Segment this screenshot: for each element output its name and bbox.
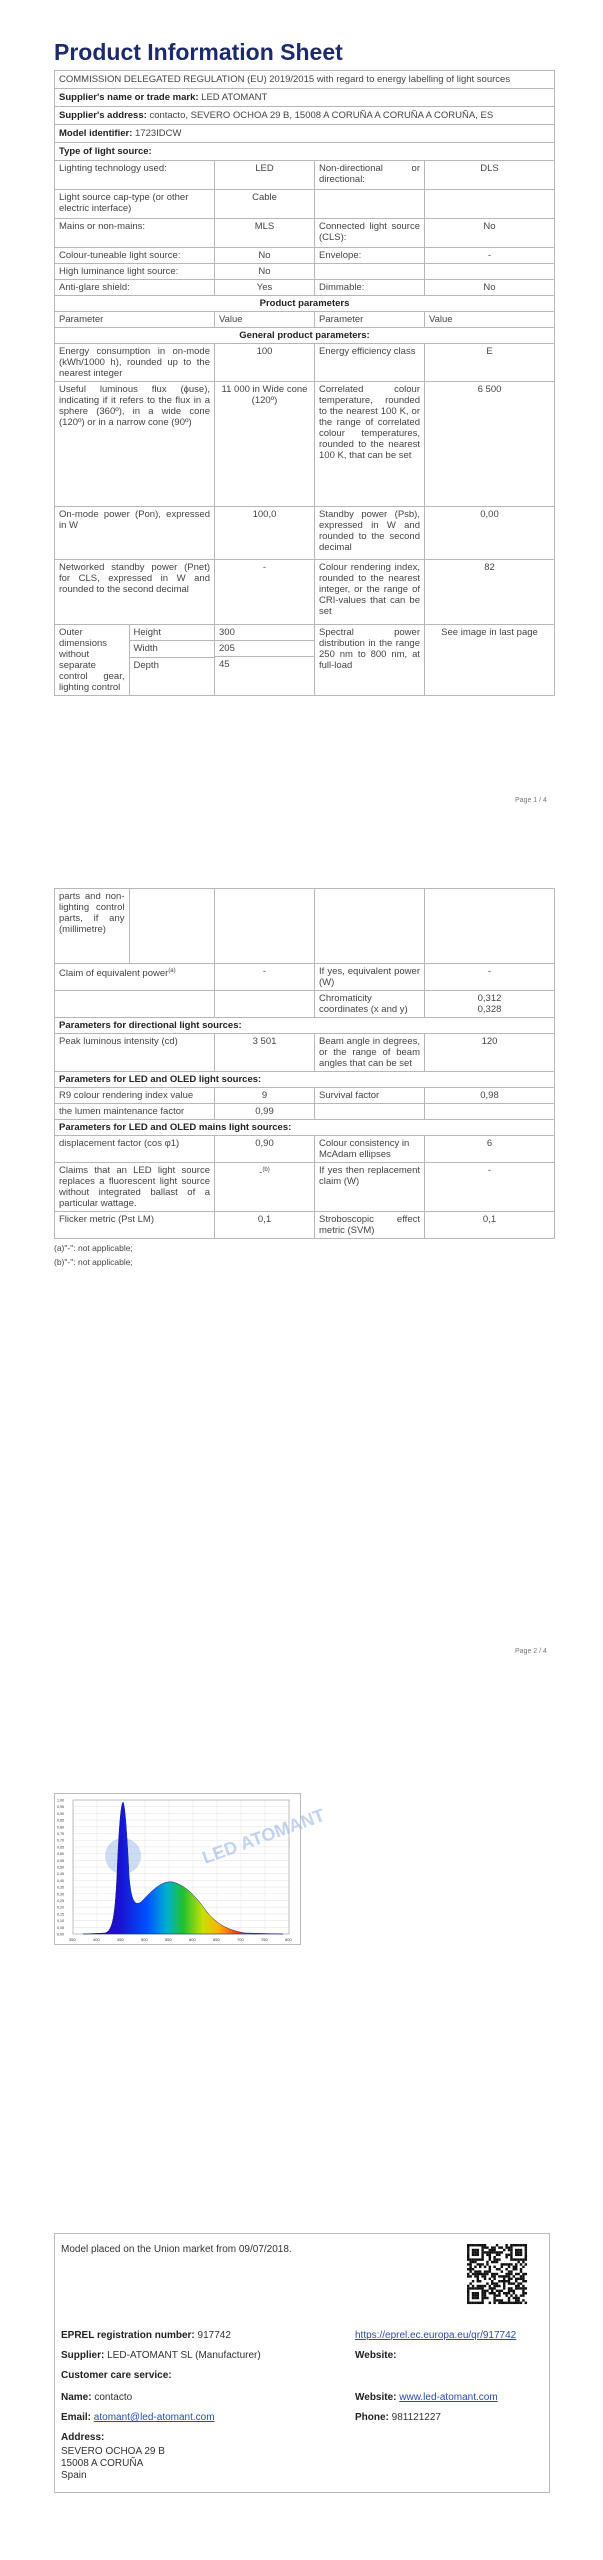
type-cell: Connected light source (CLS): [315,219,425,248]
website-link[interactable]: www.led-atomant.com [399,2392,498,2403]
networked-label: Networked standby power (Pnet) for CLS, expressed in W and rounded to the second decimal [55,560,215,625]
x-tick-label: 700 [237,1937,244,1942]
peak-label: Peak luminous intensity (cd) [55,1034,215,1072]
type-label: Type of light source: [55,143,555,161]
x-tick-label: 500 [141,1937,148,1942]
flicker-label: Flicker metric (Pst LM) [55,1212,215,1239]
header-table [54,70,555,696]
chromaticity-label: Chromaticity coordinates (x and y) [315,991,425,1018]
y-tick-label: 0,45 [57,1872,64,1877]
cri-value: 82 [425,560,555,625]
r9-label: R9 colour rendering index value [55,1088,215,1104]
phone-label: Phone: [355,2412,389,2423]
name-value: contacto [94,2392,133,2403]
consistency-value: 6 [425,1136,555,1163]
note-ref: (a) [168,968,176,974]
website2-label: Website: [355,2392,397,2403]
website-label: Website: [355,2350,397,2361]
displacement-label: displacement factor (cos φ1) [55,1136,215,1163]
address-line: SEVERO OCHOA 29 B [61,2446,165,2457]
col-header: Parameter [315,312,425,328]
y-axis-ticks [57,1799,64,1937]
type-cell: LED [215,161,315,190]
type-cell: Lighting technology used: [55,161,215,190]
efficiency-value: E [425,344,555,382]
depth-value: 45 [219,659,230,670]
equiv-value: - [215,964,315,991]
page-title: Product Information Sheet [54,39,343,65]
y-tick-label: 0,10 [57,1919,64,1924]
y-tick-label: 0,60 [57,1852,64,1857]
address-label: Address: [61,2432,105,2443]
note-ref: (b) [262,1167,270,1173]
height-label: Height [129,625,214,641]
email-link[interactable]: atomant@led-atomant.com [93,2412,215,2423]
type-cell: Light source cap-type (or other electric interface) [55,190,215,219]
type-cell: Yes [215,280,315,296]
col-header: Value [425,312,555,328]
y-tick-label: 0,00 [57,1932,64,1937]
email-label: Email: [61,2412,92,2423]
x-tick-label: 800 [285,1937,292,1942]
beam-value: 120 [425,1034,555,1072]
networked-value: - [215,560,315,625]
mains-label: Parameters for LED and OLED mains light sources: [55,1120,555,1136]
watermark-text: LED ATOMANT [199,1804,328,1868]
type-cell: No [215,264,315,280]
flux-value: 11 000 in Wide cone (120º) [215,382,315,507]
type-cell: No [425,280,555,296]
lumen-value: 0,99 [215,1104,315,1120]
peak-value: 3 501 [215,1034,315,1072]
supplier-name-label: Supplier's name or trade mark: [59,92,199,103]
x-tick-label: 450 [117,1937,124,1942]
product-params-label: Product parameters [55,296,555,312]
y-tick-label: 0,35 [57,1885,64,1890]
energy-value: 100 [215,344,315,382]
replacement-value: - [425,1163,555,1212]
type-cell: Envelope: [315,248,425,264]
spd-value: See image in last page [425,625,555,696]
displacement-value: 0,90 [215,1136,315,1163]
claims-label: Claims that an LED light source replaces a fluorescent light source without integrated ballast of a particular wattage. [55,1163,215,1212]
ifyes-value: - [425,964,555,991]
footnote: (b)"-": not applicable; [54,1257,133,1267]
y-tick-label: 0,65 [57,1845,64,1850]
phone-value: 981121227 [391,2412,441,2423]
type-cell: Mains or non-mains: [55,219,215,248]
x-axis-ticks [69,1937,292,1942]
y-tick-label: 0,50 [57,1865,64,1870]
cct-label: Correlated colour temperature, rounded to the nearest 100 K, or the range of correlated colour temperatures, rounded to the nearest 100 K, that can be set [315,382,425,507]
eprel-value: 917742 [197,2330,231,2341]
onmode-value: 100,0 [215,507,315,560]
lumen-label: the lumen maintenance factor [55,1104,215,1120]
replacement-label: If yes then replacement claim (W) [315,1163,425,1212]
type-cell: Dimmable: [315,280,425,296]
chromaticity-y: 0,328 [477,1004,502,1015]
supplier-name-value: LED ATOMANT [201,92,268,103]
spectrum-svg [55,1794,328,1944]
outer-dims-label: Outer dimensions without separate control gear, lighting control [55,625,129,695]
cct-value: 6 500 [425,382,555,507]
params-table-cont [54,888,555,1239]
standby-label: Standby power (Psb), expressed in W and rounded to the second decimal [315,507,425,560]
x-tick-label: 600 [189,1937,196,1942]
strobo-label: Stroboscopic effect metric (SVM) [315,1212,425,1239]
y-tick-label: 0,40 [57,1878,64,1883]
qr-code-icon [467,2244,527,2304]
market-date: Model placed on the Union market from 09/07/2018. [61,2244,292,2255]
regulation-text: COMMISSION DELEGATED REGULATION (EU) 2019/2015 with regard to energy labelling of light sources [55,71,555,89]
type-cell: High luminance light source: [55,264,215,280]
flicker-value: 0,1 [215,1212,315,1239]
x-tick-label: 650 [213,1937,220,1942]
page-2 [54,888,554,1269]
general-label: General product parameters: [55,328,555,344]
type-cell: MLS [215,219,315,248]
page-number: Page 2 / 4 [515,1648,547,1655]
led-label: Parameters for LED and OLED light sources: [55,1072,555,1088]
type-cell [315,190,425,219]
eprel-link[interactable]: https://eprel.ec.europa.eu/qr/917742 [355,2330,517,2341]
col-header: Parameter [55,312,215,328]
onmode-label: On-mode power (Pon), expressed in W [55,507,215,560]
ifyes-label: If yes, equivalent power (W) [315,964,425,991]
x-tick-label: 750 [261,1937,268,1942]
footnote: (a)"-": not applicable; [54,1243,133,1253]
r9-value: 9 [215,1088,315,1104]
type-cell: DLS [425,161,555,190]
type-cell: No [215,248,315,264]
y-tick-label: 0,55 [57,1858,64,1863]
survival-value: 0,98 [425,1088,555,1104]
type-cell: - [425,248,555,264]
supplier-value: LED-ATOMANT SL (Manufacturer) [107,2350,261,2361]
type-cell: Colour-tuneable light source: [55,248,215,264]
strobo-value: 0,1 [425,1212,555,1239]
model-value: 1723IDCW [135,128,182,139]
y-tick-label: 0,80 [57,1825,64,1830]
type-cell: No [425,219,555,248]
chromaticity-x: 0,312 [477,993,502,1004]
height-value: 300 [215,625,314,641]
y-tick-label: 0,90 [57,1811,64,1816]
eprel-label: EPREL registration number: [61,2330,195,2341]
y-tick-label: 0,20 [57,1905,64,1910]
y-tick-label: 0,70 [57,1838,64,1843]
type-cell: Anti-glare shield: [55,280,215,296]
y-tick-label: 0,25 [57,1899,64,1903]
supplier-label: Supplier: [61,2350,105,2361]
outer-dims-cont: parts and non-lighting control parts, if any (millimetre) [55,889,129,963]
equiv-label: Claim of equivalent power [59,968,169,980]
depth-label: Depth [129,658,214,696]
address-line: Spain [61,2470,87,2481]
width-label: Width [129,641,214,658]
col-header: Value [215,312,315,328]
y-tick-label: 0,75 [57,1832,64,1836]
standby-value: 0,00 [425,507,555,560]
directional-label: Parameters for directional light sources: [55,1018,555,1034]
x-tick-label: 550 [165,1937,172,1942]
type-cell: Non-directional or directional: [315,161,425,190]
spd-label: Spectral power distribution in the range 250 nm to 800 nm, at full-load [315,625,425,696]
name-label: Name: [61,2392,92,2403]
y-tick-label: 1,00 [57,1798,64,1803]
survival-label: Survival factor [315,1088,425,1104]
y-tick-label: 0,05 [57,1925,64,1930]
energy-label: Energy consumption in on-mode (kWh/1000 h), rounded up to the nearest integer [55,344,215,382]
page-1 [54,38,554,696]
beam-label: Beam angle in degrees, or the range of beam angles that can be set [315,1034,425,1072]
y-tick-label: 0,95 [57,1805,64,1810]
type-cell [425,264,555,280]
info-box [54,2233,550,2493]
consistency-label: Colour consistency in McAdam ellipses [315,1136,425,1163]
page-number: Page 1 / 4 [515,797,547,804]
y-tick-label: 0,85 [57,1818,64,1823]
model-label: Model identifier: [59,128,133,139]
efficiency-label: Energy efficiency class [315,344,425,382]
type-cell [315,264,425,280]
supplier-address-value: contacto, SEVERO OCHOA 29 B, 15008 A CORUÑA A CORUÑA A CORUÑA, ES [149,110,494,121]
flux-label: Useful luminous flux (ɸuse), indicating if it refers to the flux in a sphere (360º), in a wide cone (120º) or in a narrow cone (90º) [55,382,215,507]
spectrum-image [54,1793,328,1945]
address-line: 15008 A CORUÑA [61,2458,144,2469]
type-cell [425,190,555,219]
supplier-address-label: Supplier's address: [59,110,147,121]
y-tick-label: 0,15 [57,1912,64,1917]
claims-value: - [259,1167,263,1179]
customer-care-label: Customer care service: [61,2370,172,2381]
y-tick-label: 0,30 [57,1892,64,1897]
cri-label: Colour rendering index, rounded to the nearest integer, or the range of CRI-values that can be set [315,560,425,625]
x-tick-label: 400 [93,1937,100,1942]
x-tick-label: 350 [69,1937,76,1942]
width-value: 205 [215,641,314,657]
type-cell: Cable [215,190,315,219]
